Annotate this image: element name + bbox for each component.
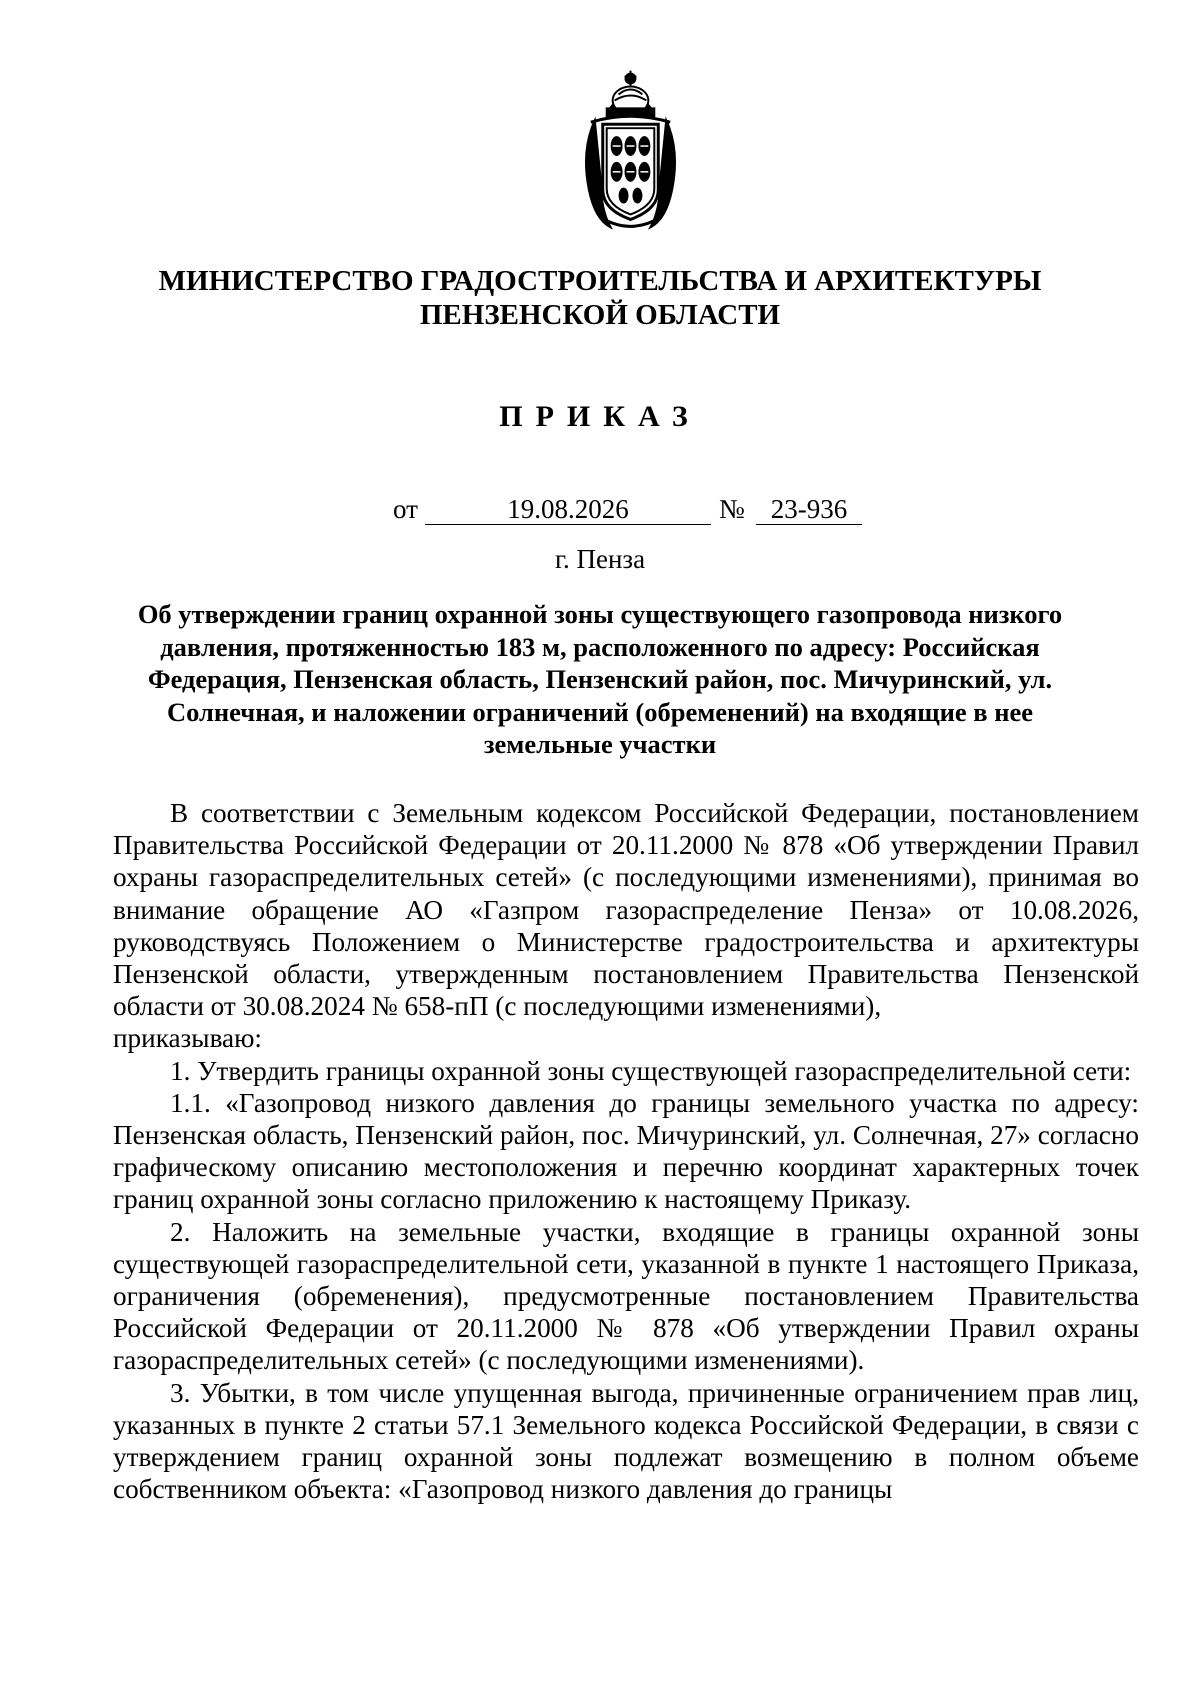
document-type-title: ПРИКАЗ — [499, 400, 701, 433]
item-1-paragraph: 1. Утвердить границы охранной зоны существующей газораспределительной сети: — [170, 1055, 1132, 1086]
preamble-paragraph: В соответствии с Земельным кодексом Российской Федерации, постановлением Правительства Российской Федерации от 20.11.2000 № 878 «Об утверждении Правил охраны газораспределительных сетей» (с последующими изменениями), принимая во внимание обращение АО «Газпром газораспределение Пенза» от 10.08.2026, руководствуясь Положением о Министерстве градостроительства и архитектуры Пензенской области, утвержденным постановлением Правительства Пензенской области от 30.08.2024 № 658-пП (с последующими изменениями), — [113, 798, 1139, 1022]
order-date: 19.08.2026 — [425, 494, 711, 525]
coat-of-arms-icon — [571, 60, 690, 240]
number-sign: № — [719, 494, 745, 524]
date-prefix: от — [393, 494, 418, 524]
ministry-name-line-2: ПЕНЗЕНСКОЙ ОБЛАСТИ — [419, 299, 781, 331]
document-body — [113, 797, 1139, 1505]
item-2-paragraph: 2. Наложить на земельные участки, входящие в границы охранной зоны существующей газораспределительной сети, указанной в пункте 1 настоящего Приказа, ограничения (обременения), предусмотренные постановлением Правительства Российской Федерации от 20.11.2000 № 878 «Об утверждении Правил охраны газораспределительных сетей» (с последующими изменениями). — [113, 1216, 1139, 1376]
order-number: 23-936 — [756, 494, 862, 525]
order-subject: Об утверждении границ охранной зоны существующего газопровода низкого давления, протяженностью 183 м, расположенного по адресу: Российская Федерация, Пензенская область, Пензенский район, пос. Мичуринский, ул. Солнечная, и наложении ограничений (обременений) на входящие в нее земельные участки — [137, 599, 1063, 759]
item-1-1-paragraph: 1.1. «Газопровод низкого давления до границы земельного участка по адресу: Пензенская область, Пензенский район, пос. Мичуринский, ул. Солнечная, 27» согласно графическому описанию местоположения и перечню координат характерных точек границ охранной зоны согласно приложению к настоящему Приказу. — [113, 1087, 1139, 1215]
city: г. Пенза — [554, 544, 646, 574]
order-word: приказываю: — [113, 1023, 262, 1054]
item-3-paragraph: 3. Убытки, в том числе упущенная выгода, причиненные ограничением прав лиц, указанных в пункте 2 статьи 57.1 Земельного кодекса Российской Федерации, в связи с утверждением границ охранной зоны подлежат возмещению в полном объеме собственником объекта: «Газопровод низкого давления до границы — [113, 1377, 1139, 1505]
ministry-name-line-1: МИНИСТЕРСТВО ГРАДОСТРОИТЕЛЬСТВА И АРХИТЕКТУРЫ — [158, 265, 1042, 297]
